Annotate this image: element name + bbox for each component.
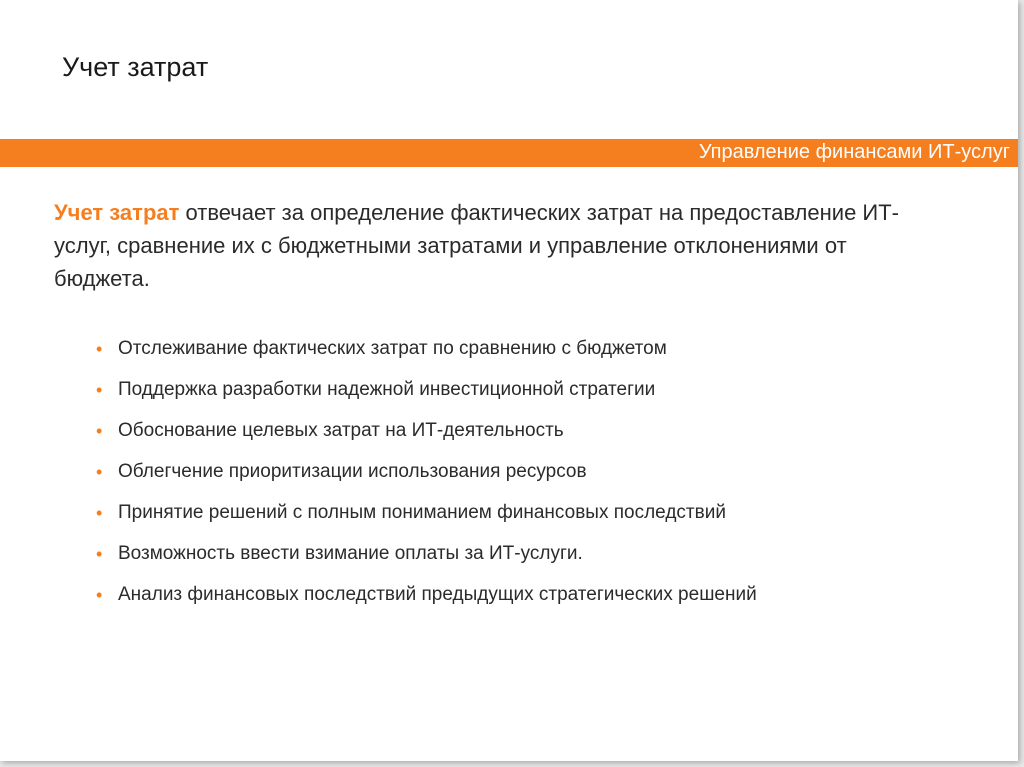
intro-paragraph: [54, 196, 934, 295]
intro-term: Учет затрат: [54, 200, 180, 225]
bullet-text: Отслеживание фактических затрат по сравнению с бюджетом: [118, 338, 667, 359]
intro-text: отвечает за определение фактических затрат на предоставление ИТ-услуг, сравнение их с бюджетными затратами и управление отклонениями от бюджета.: [54, 200, 899, 291]
bullet-icon: •: [96, 462, 103, 482]
bullet-text: Облегчение приоритизации использования ресурсов: [118, 461, 587, 482]
section-banner: [0, 139, 1018, 167]
bullet-icon: •: [96, 503, 103, 523]
bullet-text: Возможность ввести взимание оплаты за ИТ-услуги.: [118, 543, 583, 564]
slide-title: Учет затрат: [62, 52, 209, 82]
bullet-text: Обоснование целевых затрат на ИТ-деятельность: [118, 420, 564, 441]
banner-label: Управление финансами ИТ-услуг: [698, 141, 1010, 163]
bullet-icon: •: [96, 421, 103, 441]
bullet-text: Принятие решений с полным пониманием финансовых последствий: [118, 502, 726, 523]
bullet-text: Анализ финансовых последствий предыдущих стратегических решений: [118, 584, 757, 605]
bullet-icon: •: [96, 339, 103, 359]
bullet-text: Поддержка разработки надежной инвестиционной стратегии: [118, 379, 656, 400]
bullet-icon: •: [96, 585, 103, 605]
bullet-icon: •: [96, 380, 103, 400]
bullet-icon: •: [96, 544, 103, 564]
